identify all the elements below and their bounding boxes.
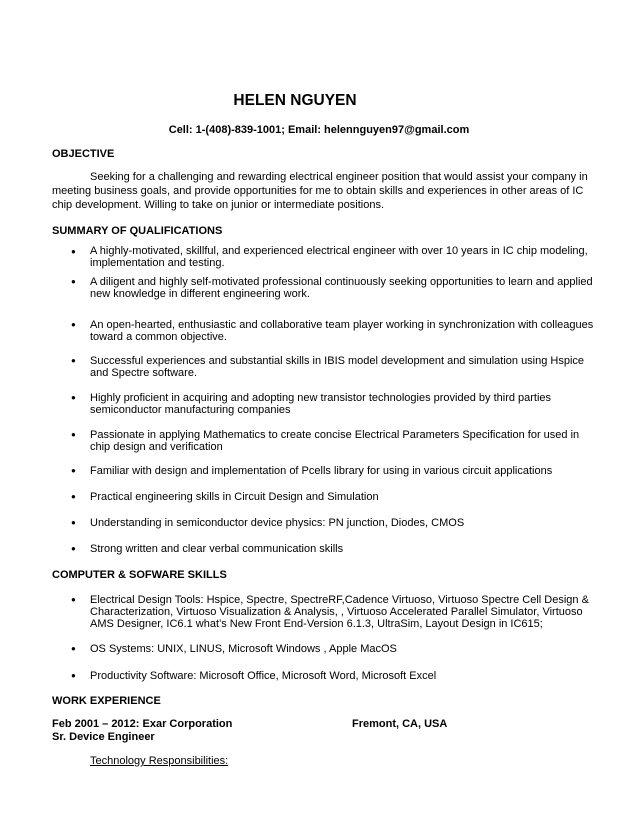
job-subheading: Technology Responsibilities: xyxy=(90,755,229,767)
bullet-icon: ● xyxy=(71,492,76,501)
summary-item: Familiar with design and implementation of Pcells library for using in various circuit applications xyxy=(90,465,553,477)
bullet-icon: ● xyxy=(71,644,76,653)
bullet-icon: ● xyxy=(71,671,76,680)
summary-heading: SUMMARY OF QUALIFICATIONS xyxy=(52,225,223,237)
bullet-icon: ● xyxy=(71,247,76,256)
bullet-icon: ● xyxy=(71,466,76,475)
bullet-icon: ● xyxy=(71,430,76,439)
summary-item: Highly proficient in acquiring and adopting new transistor technologies provided by third parties semiconductor manufacturing companies xyxy=(90,392,552,416)
candidate-name: HELEN NGUYEN xyxy=(233,92,357,109)
bullet-icon: ● xyxy=(71,595,76,604)
objective-heading: OBJECTIVE xyxy=(52,148,115,160)
summary-item: Practical engineering skills in Circuit Design and Simulation xyxy=(90,491,379,503)
skills-item: Productivity Software: Microsoft Office, Microsoft Word, Microsoft Excel xyxy=(90,670,437,682)
bullet-icon: ● xyxy=(71,518,76,527)
experience-heading: WORK EXPERIENCE xyxy=(52,695,161,707)
summary-item: Passionate in applying Mathematics to create concise Electrical Parameters Specification for used in chip design and verification xyxy=(90,429,580,453)
bullet-icon: ● xyxy=(71,544,76,553)
contact-line: Cell: 1-(408)-839-1001; Email: helennguyen97@gmail.com xyxy=(168,124,470,136)
bullet-icon: ● xyxy=(71,320,76,329)
summary-item: Understanding in semiconductor device physics: PN junction, Diodes, CMOS xyxy=(90,517,465,529)
bullet-icon: ● xyxy=(71,393,76,402)
skills-item: OS Systems: UNIX, LINUS, Microsoft Windows , Apple MacOS xyxy=(90,643,397,655)
objective-text xyxy=(52,170,597,212)
job-dates-company: Feb 2001 – 2012: Exar Corporation xyxy=(52,718,233,730)
summary-item: An open-hearted, enthusiastic and collaborative team player working in synchronization with colleagues toward a common objective. xyxy=(90,319,594,343)
summary-item: Successful experiences and substantial skills in IBIS model development and simulation using Hspice and Spectre software. xyxy=(90,355,585,379)
skills-item: Electrical Design Tools: Hspice, Spectre, SpectreRF,Cadence Virtuoso, Virtuoso Spectre Cell Design & Characterization, Virtuoso Visualization & Analysis, , Virtuoso Accelerated Parallel Simulator, Virtuoso AMS Designer, IC6.1 what’s New Front End-Version 6.1.3, UltraSim, Layout Design in IC615; xyxy=(90,594,589,630)
job-title: Sr. Device Engineer xyxy=(52,731,155,743)
summary-item: Strong written and clear verbal communication skills xyxy=(90,543,344,555)
bullet-icon: ● xyxy=(71,356,76,365)
summary-item: A highly-motivated, skillful, and experienced electrical engineer with over 10 years in IC chip modeling, implementation and testing. xyxy=(90,245,588,269)
objective-body: Seeking for a challenging and rewarding electrical engineer position that would assist your company in meeting business goals, and provide opportunities for me to obtain skills and experiences in other areas of IC chip development. Willing to take on junior or intermediate positions. xyxy=(52,171,588,211)
job-location: Fremont, CA, USA xyxy=(352,718,448,730)
skills-heading: COMPUTER & SOFWARE SKILLS xyxy=(52,569,227,581)
bullet-icon: ● xyxy=(71,277,76,286)
summary-item: A diligent and highly self-motivated professional continuously seeking opportunities to learn and applied new knowledge in different engineering work. xyxy=(90,276,593,300)
